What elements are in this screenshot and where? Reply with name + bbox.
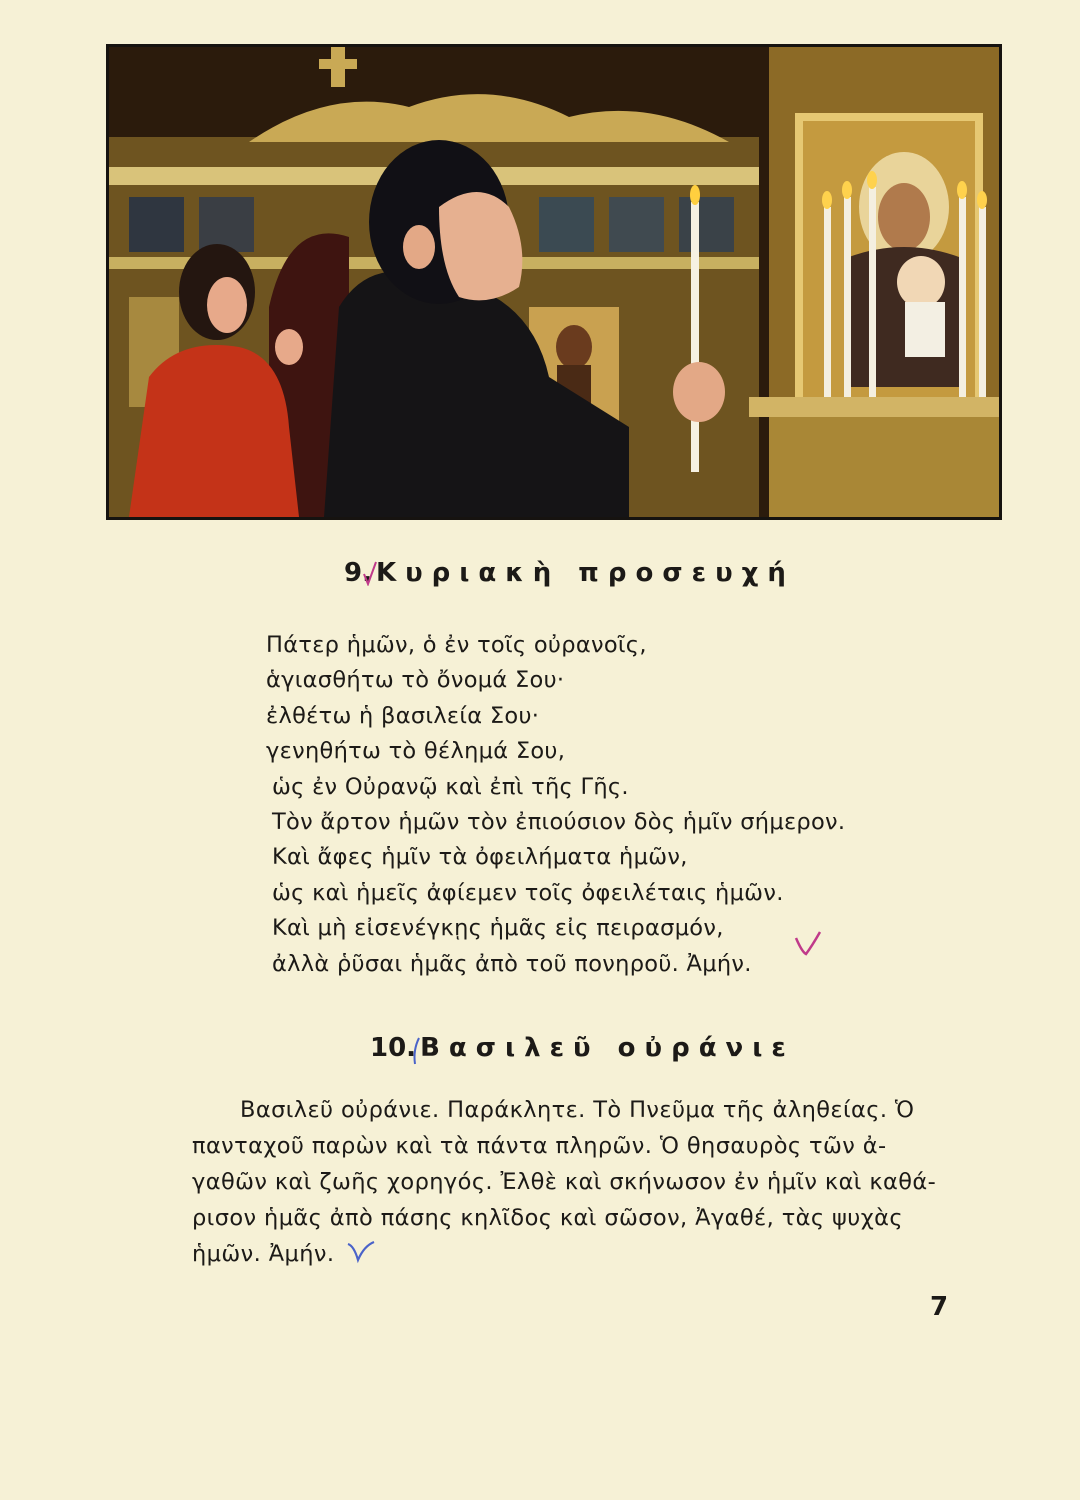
church-prayer-illustration [106, 44, 1002, 520]
verse-line: γενηθήτω τὸ θέλημά Σου, [266, 738, 566, 765]
verse-line: Τὸν ἄρτον ἡμῶν τὸν ἐπιούσιον δὸς ἡμῖν σήμερον. [272, 809, 846, 836]
lords-prayer-verse [266, 628, 845, 982]
pink-check-mark-icon [792, 928, 824, 958]
paragraph-line: Βασιλεῦ οὐράνιε. Παράκλητε. Τὸ Πνεῦμα τῆς ἀληθείας. Ὁ [240, 1097, 915, 1123]
church-prayer-illustration-icon [109, 47, 999, 517]
verse-line: Καὶ ἄφες ἡμῖν τὰ ὀφειλήματα ἡμῶν, [272, 844, 688, 871]
verse-line: Πάτερ ἡμῶν, ὁ ἐν τοῖς οὐρανοῖς, [266, 632, 647, 658]
paragraph-line: πανταχοῦ παρὼν καὶ τὰ πάντα πληρῶν. Ὁ θησαυρὸς τῶν ἀ- [192, 1133, 887, 1159]
section-9-heading [344, 558, 795, 588]
section-9-number: 9. [344, 558, 372, 588]
page-number: 7 [930, 1292, 949, 1322]
verse-line: Καὶ μὴ εἰσενέγκῃς ἡμᾶς εἰς πειρασμόν, [272, 915, 724, 942]
paragraph-line: ἡμῶν. Ἀμήν. [192, 1241, 335, 1267]
verse-line: ὡς καὶ ἡμεῖς ἀφίεμεν τοῖς ὀφειλέταις ἡμῶν. [272, 879, 784, 906]
section-10-title: Βασιλεῦ οὐράνιε [420, 1033, 795, 1063]
verse-line: ὡς ἐν Οὐρανῷ καὶ ἐπὶ τῆς Γῆς. [272, 773, 629, 800]
heavenly-king-paragraph [192, 1092, 948, 1272]
verse-line: ἁγιασθήτω τὸ ὄνομά Σου· [266, 667, 565, 694]
blue-check-mark-icon [346, 1236, 376, 1264]
paragraph-line: γαθῶν καὶ ζωῆς χορηγός. Ἐλθὲ καὶ σκήνωσον ἐν ἡμῖν καὶ καθά- [192, 1169, 937, 1195]
paragraph-line: ρισον ἡμᾶς ἀπὸ πάσης κηλῖδος καὶ σῶσον, Ἀγαθέ, τὰς ψυχὰς [192, 1205, 903, 1231]
verse-line: ἀλλὰ ῥῦσαι ἡμᾶς ἀπὸ τοῦ πονηροῦ. Ἀμήν. [272, 950, 752, 977]
pink-tick-icon [362, 560, 378, 586]
verse-line: ἐλθέτω ἡ βασιλεία Σου· [266, 702, 540, 729]
section-10-heading [370, 1033, 795, 1063]
blue-tick-icon [410, 1036, 422, 1066]
section-10-number: 10. [370, 1033, 417, 1063]
section-9-title: Κυριακὴ προσευχή [375, 558, 795, 588]
